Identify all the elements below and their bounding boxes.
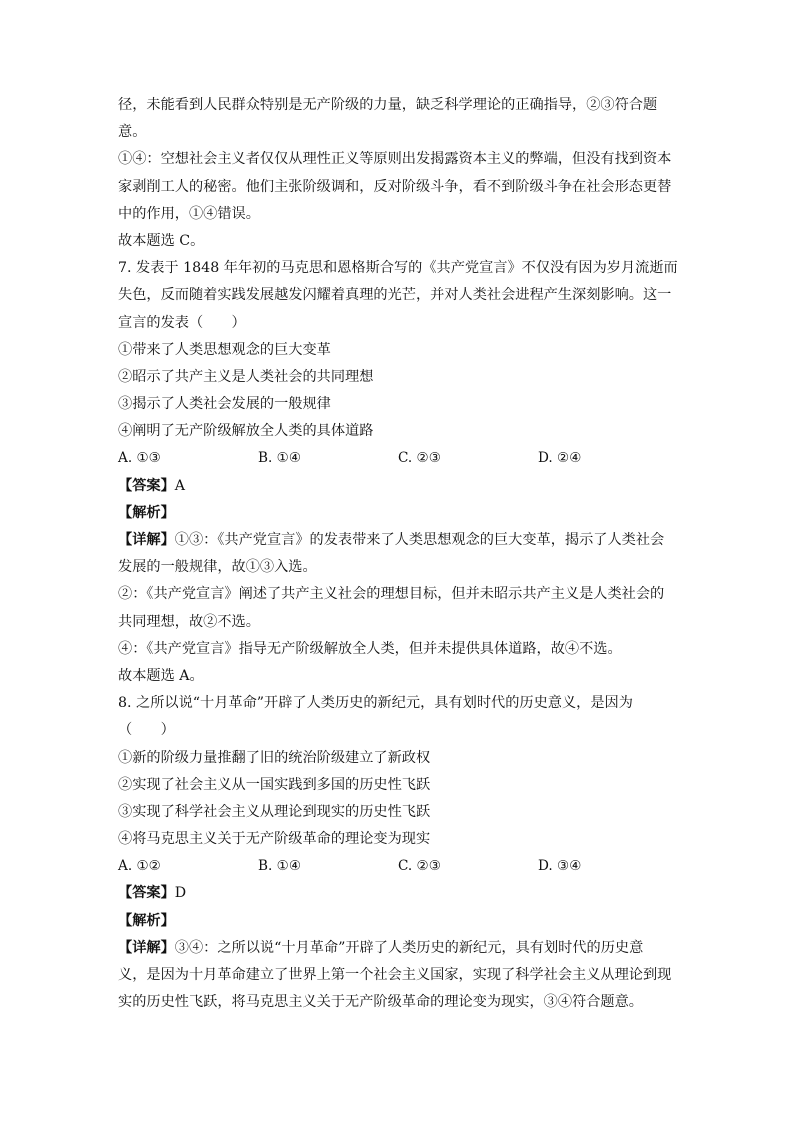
- statement-item: ④阐明了无产阶级解放全人类的具体道路: [118, 423, 374, 440]
- question-7: [118, 255, 678, 690]
- detail-label: 【详解】: [118, 532, 175, 548]
- option-c: C. ②③: [398, 450, 441, 467]
- detail-text: 发展的一般规律，故①③入选。: [118, 559, 317, 576]
- analysis-label: 【解析】: [118, 504, 175, 521]
- text-line: ①④：空想社会主义者仅仅从理性正义等原则出发揭露资本主义的弊端，但没有找到资本: [118, 151, 672, 168]
- previous-question-tail: [118, 92, 678, 255]
- statement-item: ②实现了社会主义从一国实践到多国的历史性飞跃: [118, 776, 431, 793]
- option-b: B. ①④: [258, 858, 302, 875]
- detail-line: [118, 527, 678, 554]
- option-a: A. ①②: [118, 858, 161, 875]
- question-stem: 8. 之所以说“十月革命”开辟了人类历史的新纪元，具有划时代的历史意义，是因为: [118, 695, 633, 712]
- text-line: 故本题选 C。: [118, 232, 205, 249]
- detail-text: 共同理想，故②不选。: [118, 613, 260, 630]
- detail-text: 实的历史性飞跃，将马克思主义关于无产阶级革命的理论变为现实，③④符合题意。: [118, 994, 643, 1011]
- answer-line: [118, 473, 678, 500]
- option-c: C. ②③: [398, 858, 441, 875]
- detail-text: 义，是因为十月革命建立了世界上第一个社会主义国家，实现了科学社会主义从理论到现: [118, 967, 672, 983]
- answer-label: 【答案】: [118, 885, 175, 902]
- detail-text: ④：《共产党宣言》指导无产阶级解放全人类，但并未提供具体道路，故④不选。: [118, 640, 622, 657]
- statement-item: ④将马克思主义关于无产阶级革命的理论变为现实: [118, 831, 431, 848]
- question-stem: 7. 发表于 1848 年年初的马克思和恩格斯合写的《共产党宣言》不仅没有因为岁月流逝而: [118, 260, 678, 277]
- analysis-label: 【解析】: [118, 912, 175, 929]
- answer-label: 【答案】: [118, 477, 175, 494]
- text-line: 意。: [118, 124, 147, 141]
- question-stem: （ ）: [118, 722, 175, 739]
- question-8: [118, 690, 678, 1016]
- detail-text: ③④：之所以说“十月革命”开辟了人类历史的新纪元，具有划时代的历史意: [174, 939, 644, 956]
- detail-text: 故本题选 A。: [118, 667, 204, 684]
- text-line: 径，未能看到人民群众特别是无产阶级的力量，缺乏科学理论的正确指导，②③符合题: [118, 97, 658, 113]
- option-a: A. ①③: [118, 450, 161, 467]
- question-stem: 失色，反而随着实践发展越发闪耀着真理的光芒，并对人类社会进程产生深刻影响。这一: [118, 287, 672, 304]
- answer-value: A: [174, 477, 186, 494]
- document-page: [118, 92, 678, 1016]
- option-d: D. ③④: [538, 858, 582, 875]
- question-stem: 宣言的发表（ ）: [118, 314, 246, 331]
- detail-line: [118, 935, 678, 962]
- detail-text: ①③：《共产党宣言》的发表带来了人类思想观念的巨大变革，揭示了人类社会: [174, 532, 665, 548]
- answer-options: [118, 853, 678, 880]
- option-b: B. ①④: [258, 450, 302, 467]
- statement-item: ②昭示了共产主义是人类社会的共同理想: [118, 368, 374, 385]
- detail-text: ②：《共产党宣言》阐述了共产主义社会的理想目标，但并未昭示共产主义是人类社会的: [118, 586, 665, 603]
- option-d: D. ②④: [538, 450, 582, 467]
- detail-label: 【详解】: [118, 939, 175, 956]
- answer-value: D: [174, 885, 187, 902]
- answer-options: [118, 445, 678, 472]
- text-line: 中的作用，①④错误。: [118, 205, 260, 222]
- statement-item: ③实现了科学社会主义从理论到现实的历史性飞跃: [118, 803, 431, 820]
- statement-item: ①新的阶级力量推翻了旧的统治阶级建立了新政权: [118, 749, 431, 766]
- answer-line: [118, 880, 678, 907]
- statement-item: ①带来了人类思想观念的巨大变革: [118, 341, 331, 358]
- text-line: 家剥削工人的秘密。他们主张阶级调和，反对阶级斗争，看不到阶级斗争在社会形态更替: [118, 178, 672, 195]
- statement-item: ③揭示了人类社会发展的一般规律: [118, 396, 331, 413]
